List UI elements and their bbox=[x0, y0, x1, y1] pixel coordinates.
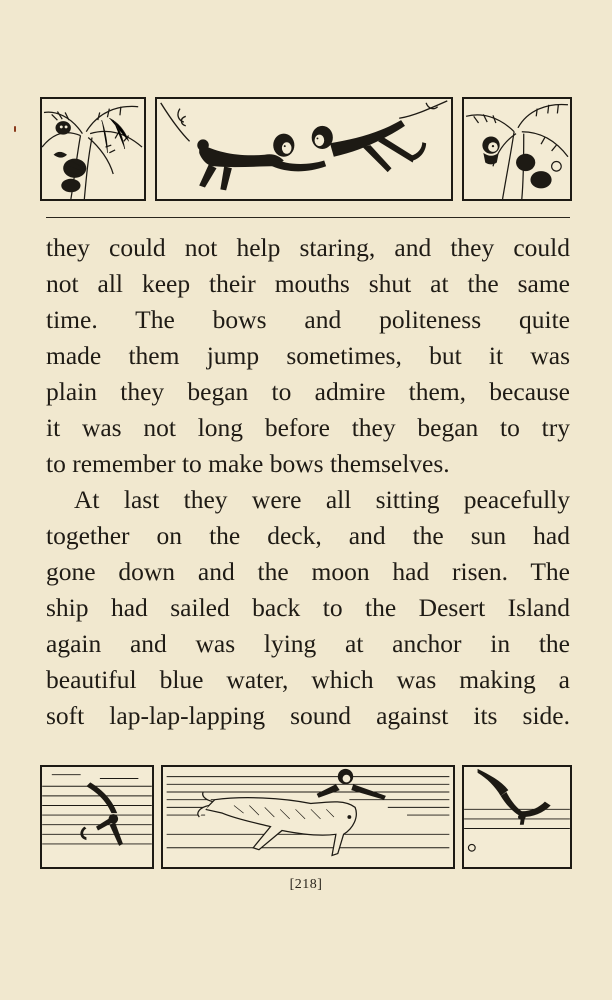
text-line: beautiful blue water, which was making a bbox=[46, 665, 570, 694]
text-line: ship had sailed back to the Desert Island bbox=[46, 593, 570, 622]
text-line: they could not help staring, and they could bbox=[46, 233, 570, 262]
leaping-monkey-icon bbox=[42, 767, 152, 867]
monkey-leaping-over-sea-illustration bbox=[40, 765, 154, 869]
margin-mark bbox=[14, 126, 16, 132]
palm-tree-icon bbox=[42, 99, 144, 199]
bird-diving-over-water-illustration bbox=[462, 765, 572, 869]
text-line: time. The bows and politeness quite bbox=[46, 305, 570, 334]
horizontal-rule bbox=[46, 217, 570, 218]
two-monkeys-swinging-on-vine-illustration bbox=[155, 97, 453, 201]
palm-tree-monkey-right-illustration bbox=[462, 97, 572, 201]
text-line: soft lap-lap-lapping sound against its side. bbox=[46, 701, 570, 730]
paragraph-2 bbox=[46, 482, 570, 734]
text-line: again and was lying at anchor in the bbox=[46, 629, 570, 658]
diving-bird-icon bbox=[464, 767, 570, 867]
text-line: gone down and the moon had risen. The bbox=[46, 557, 570, 586]
body-text bbox=[46, 230, 570, 734]
text-line: plain they began to admire them, because bbox=[46, 377, 570, 406]
paragraph-1 bbox=[46, 230, 570, 482]
bottom-illustration-band bbox=[40, 765, 572, 869]
text-line: it was not long before they began to try bbox=[46, 413, 570, 442]
text-line: made them jump sometimes, but it was bbox=[46, 341, 570, 370]
dog-child-icon bbox=[163, 767, 453, 867]
text-line: together on the deck, and the sun had bbox=[46, 521, 570, 550]
text-line: not all keep their mouths shut at the same bbox=[46, 269, 570, 298]
top-illustration-band bbox=[40, 97, 572, 201]
palm-tree-right-icon bbox=[464, 99, 570, 199]
dog-running-with-child-on-beach-illustration bbox=[161, 765, 455, 869]
text-line: to remember to make bows themselves. bbox=[46, 449, 450, 478]
page-number: [218] bbox=[289, 877, 323, 892]
monkeys-vine-icon bbox=[157, 99, 451, 199]
palm-tree-monkeys-left-illustration bbox=[40, 97, 146, 201]
text-line: At last they were all sitting peacefully bbox=[74, 485, 570, 514]
